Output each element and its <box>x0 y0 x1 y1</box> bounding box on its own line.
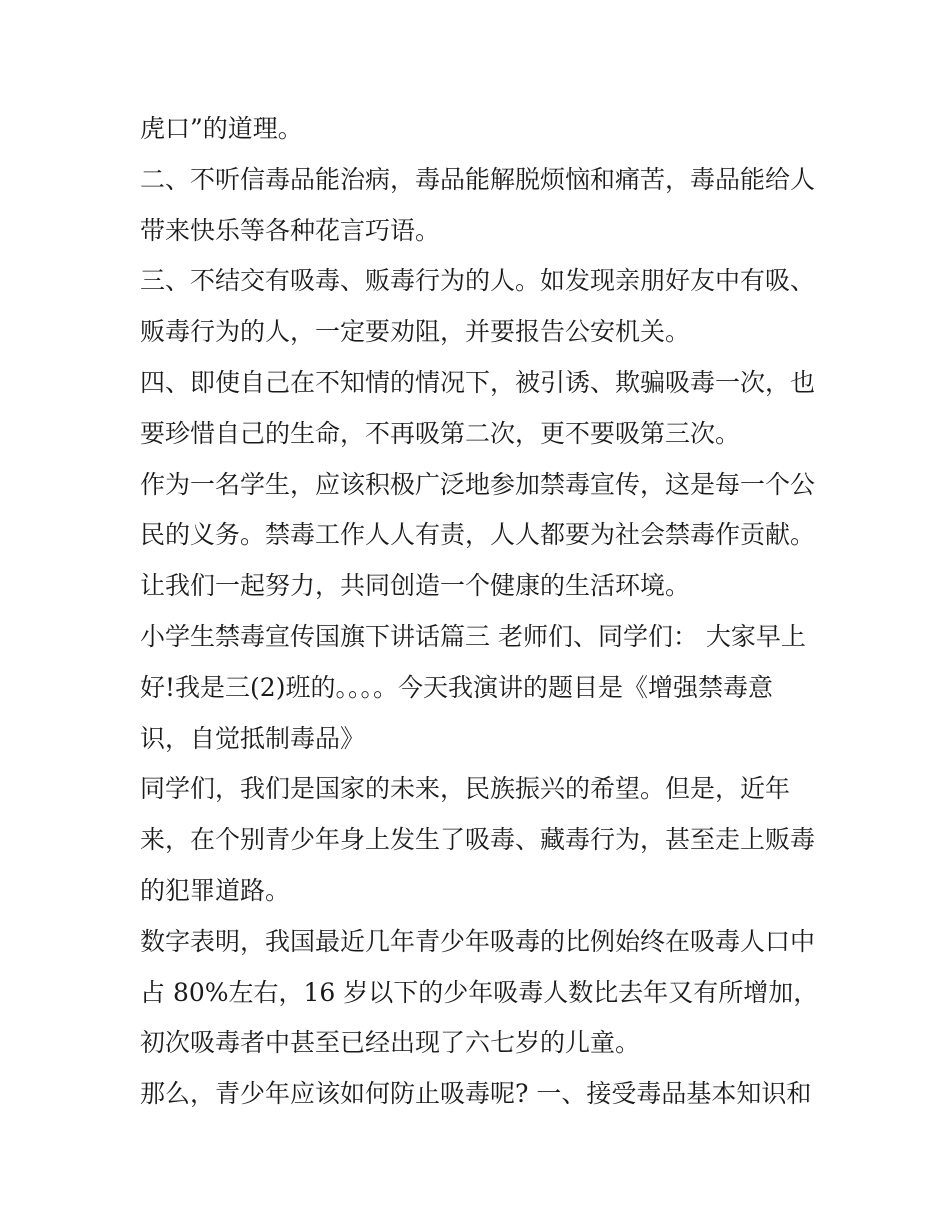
text-line: 好!我是三(2)班的。。。。今天我演讲的题目是《增强禁毒意 <box>140 672 773 702</box>
text-line: 带来快乐等各种花言巧语。 <box>140 215 441 245</box>
text-line: 三、不结交有吸毒、贩毒行为的人。如发现亲朋好友中有吸、 <box>140 266 816 296</box>
document-body <box>140 104 820 1120</box>
text-line: 贩毒行为的人，一定要劝阻，并要报告公安机关。 <box>140 317 691 347</box>
text-line: 民的义务。禁毒工作人人有责，人人都要为社会禁毒作贡献。 <box>140 520 816 550</box>
text-line: 小学生禁毒宣传国旗下讲话篇三 老师们、同学们： 大家早上 <box>140 621 806 651</box>
text-line: 那么，青少年应该如何防止吸毒呢? 一、接受毒品基本知识和 <box>140 1079 812 1109</box>
text-line: 数字表明，我国最近几年青少年吸毒的比例始终在吸毒人口中 <box>140 926 816 956</box>
text-line: 的犯罪道路。 <box>140 875 291 905</box>
text-line: 虎口”的道理。 <box>140 114 303 143</box>
text-line: 四、即使自己在不知情的情况下，被引诱、欺骗吸毒一次，也 <box>140 367 816 397</box>
text-line: 让我们一起努力，共同创造一个健康的生活环境。 <box>140 571 691 601</box>
text-line: 来，在个别青少年身上发生了吸毒、藏毒行为，甚至走上贩毒 <box>140 825 816 855</box>
text-line: 二、不听信毒品能治病，毒品能解脱烦恼和痛苦，毒品能给人 <box>140 164 816 194</box>
text-line: 识，自觉抵制毒品》 <box>140 723 366 753</box>
text-line: 同学们，我们是国家的未来，民族振兴的希望。但是，近年 <box>140 774 791 804</box>
text-line: 要珍惜自己的生命，不再吸第二次，更不要吸第三次。 <box>140 418 741 448</box>
text-line: 初次吸毒者中甚至已经出现了六七岁的儿童。 <box>140 1028 641 1058</box>
text-line: 作为一名学生，应该积极广泛地参加禁毒宣传，这是每一个公 <box>140 469 816 499</box>
text-line: 占 80%左右，16 岁以下的少年吸毒人数比去年又有所增加， <box>140 977 819 1007</box>
